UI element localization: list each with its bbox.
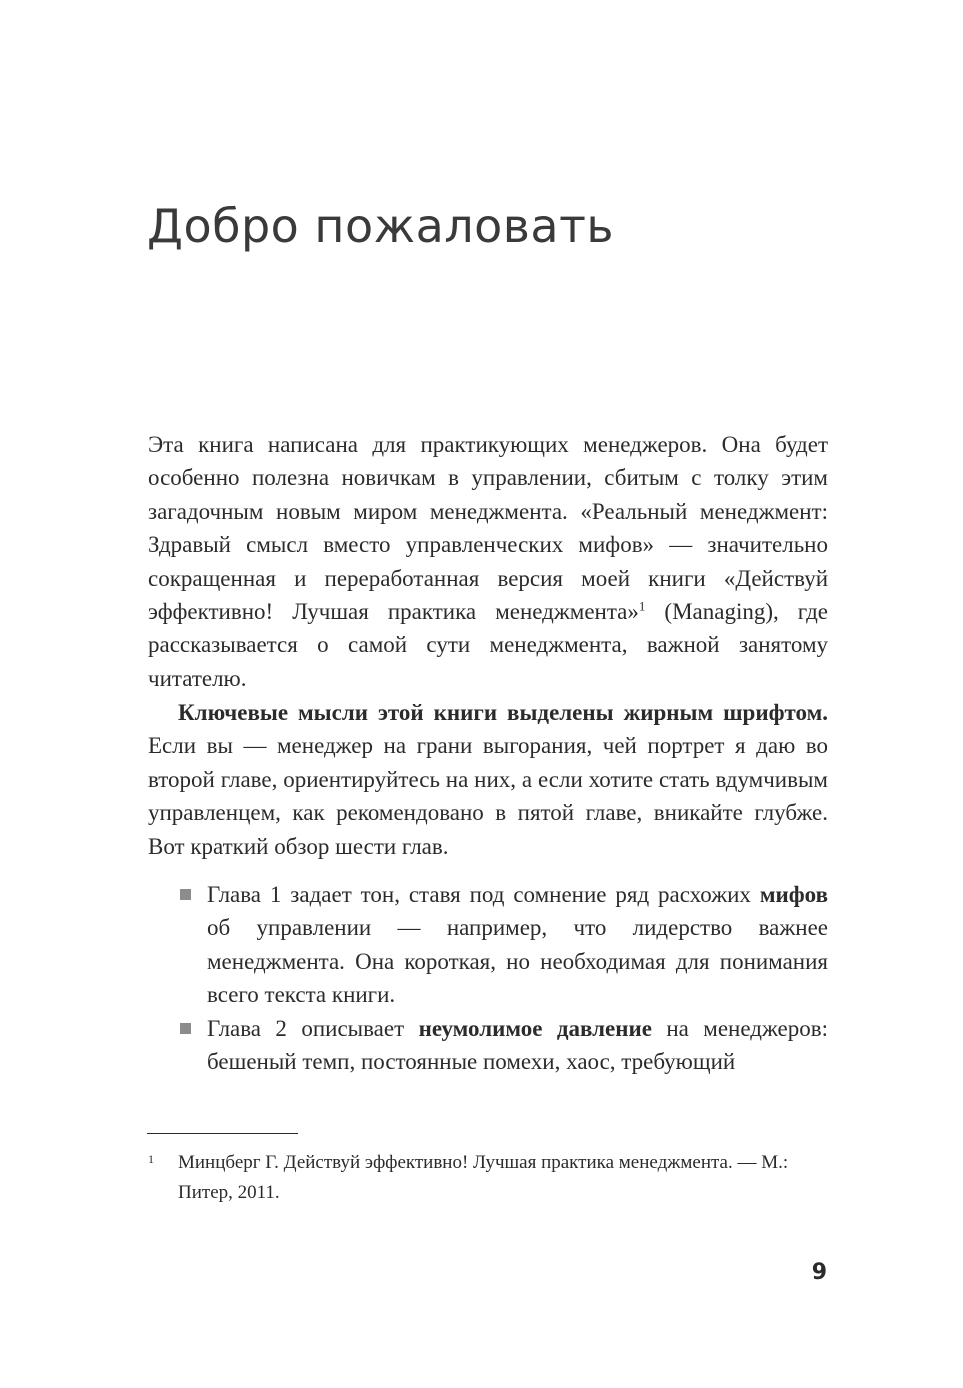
footnote-reference: 1 <box>638 598 646 614</box>
key-ideas-paragraph <box>148 696 828 863</box>
intro-text-continued: (Managing), где рассказывается о самой сути менеджмента, важной занятому читателю. <box>148 599 828 691</box>
footnote <box>148 1148 828 1208</box>
chapter-title: Добро пожаловать <box>147 199 615 253</box>
intro-text: Эта книга написана для практикующих менеджеров. Она будет особенно полезна новичкам в управлении, сбитым с толку этим загадочным новым миром менеджмента. «Реальный менеджмент: Здравый смысл вместо управленческих мифов» — значительно сокращенная и переработанная версия моей книги «Действуй эффективно! Лучшая практика менеджмента» <box>148 432 828 625</box>
list-item-bold: мифов <box>759 882 828 907</box>
footnote-number: 1 <box>148 1152 154 1166</box>
list-item <box>148 1012 828 1079</box>
chapter-overview-list <box>148 878 828 1078</box>
list-item-bold: неумолимое давление <box>418 1015 652 1041</box>
list-item-text-continued: на менеджеров: бешеный темп, постоянные помехи, хаос, требующий <box>207 1015 829 1075</box>
square-bullet-icon <box>180 889 191 900</box>
key-ideas-bold: Ключевые мысли этой книги выделены жирным шрифтом. <box>178 700 828 725</box>
intro-paragraph <box>148 428 828 695</box>
list-item-text: Глава 1 задает тон, ставя под сомнение ряд расхожих <box>207 882 760 907</box>
square-bullet-icon <box>180 1023 191 1034</box>
footnote-text: Минцберг Г. Действуй эффективно! Лучшая практика менеджмента. — М.: Питер, 2011. <box>178 1152 789 1203</box>
page-number: 9 <box>811 1260 827 1285</box>
key-ideas-text: Если вы — менеджер на грани выгорания, чей портрет я даю во второй главе, ориентируйтесь на них, а если хотите стать вдумчивым управленцем, как рекомендовано в пятой главе, вникайте глубже. Вот краткий обзор шести глав. <box>148 733 828 859</box>
list-item-text: Глава 2 описывает <box>207 1015 419 1041</box>
list-item <box>148 878 828 1012</box>
footnote-divider <box>147 1133 298 1134</box>
list-item-text-continued: об управлении — например, что лидерство важнее менеджмента. Она короткая, но необходимая для понимания всего текста книги. <box>207 915 828 1008</box>
